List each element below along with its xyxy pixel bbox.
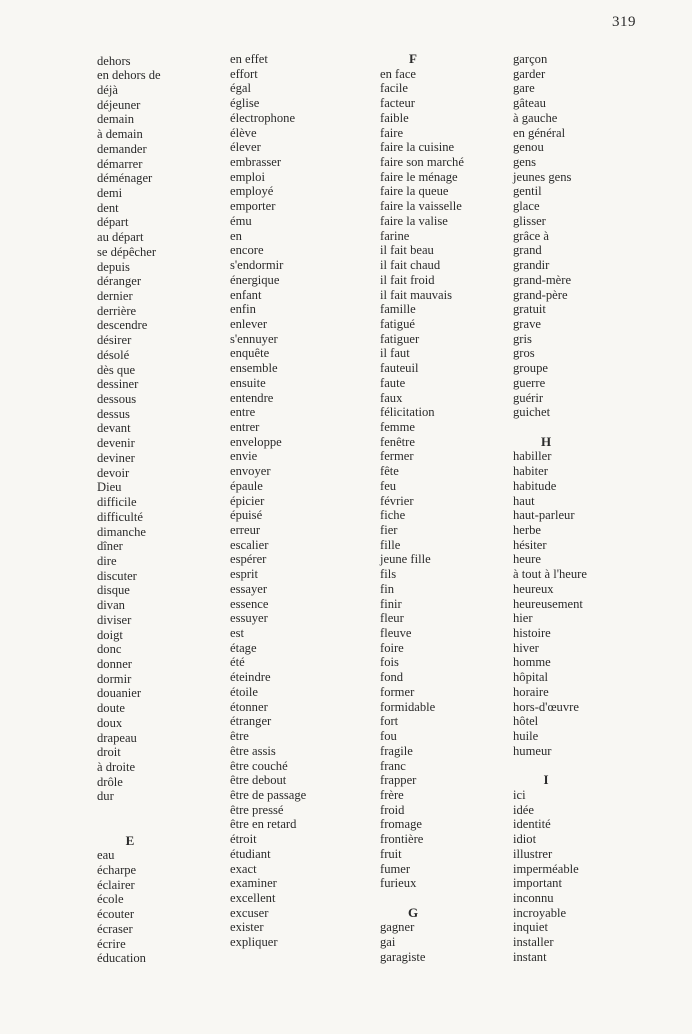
glossary-entry: douanier [97, 686, 142, 701]
glossary-entry: dur [97, 789, 114, 804]
glossary-entry: énergique [230, 272, 280, 287]
glossary-entry: demain [97, 112, 135, 127]
glossary-entry: être couché [230, 758, 288, 773]
glossary-entry: demi [97, 185, 123, 200]
glossary-entry: fragile [380, 743, 413, 758]
glossary-entry: élever [230, 140, 261, 155]
glossary-entry: enfant [230, 287, 262, 302]
glossary-entry: envie [230, 449, 258, 464]
glossary-entry: gratuit [513, 302, 546, 317]
glossary-entry: enlever [230, 316, 268, 331]
glossary-entry: excuser [230, 905, 269, 920]
glossary-entry: doux [97, 715, 123, 730]
glossary-entry: important [513, 876, 562, 891]
glossary-entry: s'endormir [230, 258, 284, 273]
glossary-entry: heureux [513, 581, 554, 596]
glossary-column-2 [230, 52, 306, 950]
glossary-entry: diviser [97, 612, 132, 627]
glossary-entry: devenir [97, 436, 135, 451]
glossary-entry: fou [380, 729, 397, 744]
glossary-entry: école [97, 892, 124, 907]
glossary-entry: heure [513, 552, 541, 567]
glossary-entry: escalier [230, 537, 269, 552]
glossary-entry: hésiter [513, 537, 547, 552]
glossary-entry: fond [380, 670, 404, 685]
glossary-entry: huile [513, 729, 539, 744]
glossary-entry: hier [513, 611, 533, 626]
section-letter-heading: I [543, 772, 549, 788]
glossary-entry: être de passage [230, 787, 307, 802]
glossary-entry: fumer [380, 861, 411, 876]
glossary-entry: ici [513, 787, 526, 802]
glossary-entry: grand-mère [513, 272, 572, 287]
glossary-entry: à droite [97, 760, 136, 774]
glossary-entry: histoire [513, 626, 551, 641]
glossary-entry: gai [380, 935, 396, 950]
glossary-entry: disque [97, 583, 130, 598]
glossary-entry: éteindre [230, 670, 271, 685]
glossary-entry: déjà [97, 82, 118, 97]
glossary-entry: être pressé [230, 802, 284, 817]
glossary-entry: au départ [97, 230, 144, 245]
glossary-entry: faire la vaisselle [380, 199, 462, 214]
glossary-entry: derrière [97, 303, 137, 318]
glossary-entry: emporter [230, 199, 276, 214]
glossary-entry: frapper [380, 773, 417, 788]
glossary-entry: emploi [230, 169, 265, 184]
glossary-entry: faire la valise [380, 213, 448, 228]
glossary-entry: genou [513, 140, 544, 155]
glossary-entry: essayer [230, 581, 268, 596]
glossary-entry: il fait froid [380, 272, 435, 287]
glossary-entry: drôle [97, 774, 123, 789]
glossary-entry: fermer [380, 449, 414, 464]
glossary-entry: épaule [230, 478, 263, 493]
glossary-entry: étranger [230, 714, 272, 729]
glossary-entry: feu [380, 478, 397, 493]
glossary-entry: déménager [97, 171, 153, 186]
glossary-entry: espérer [230, 552, 267, 567]
glossary-entry: étage [230, 640, 257, 655]
glossary-entry: depuis [97, 259, 130, 274]
glossary-entry: faire son marché [380, 155, 464, 170]
glossary-entry: guerre [513, 375, 546, 390]
glossary-entry: dîner [97, 539, 123, 554]
glossary-entry: grandir [513, 258, 550, 273]
glossary-entry: idiot [513, 832, 537, 847]
page-number: 319 [612, 14, 636, 30]
glossary-entry: envoyer [230, 464, 271, 479]
glossary-entry: écharpe [97, 863, 137, 878]
glossary-entry: effort [230, 66, 258, 81]
glossary-entry: déjeuner [97, 97, 141, 112]
glossary-entry: grâce à [513, 228, 549, 243]
glossary-entry: essence [230, 596, 269, 611]
glossary-entry: drapeau [97, 730, 137, 745]
glossary-entry: idée [513, 802, 534, 817]
glossary-entry: faire le ménage [380, 169, 458, 184]
glossary-entry: fois [380, 655, 399, 670]
glossary-entry: entrer [230, 419, 260, 434]
glossary-entry: église [230, 96, 260, 111]
glossary-entry: descendre [97, 318, 148, 333]
glossary-entry: incroyable [513, 905, 567, 920]
glossary-entry: fauteuil [380, 361, 419, 376]
glossary-entry: grave [513, 316, 541, 331]
glossary-entry: faire la queue [380, 184, 449, 199]
glossary-entry: faire la cuisine [380, 140, 455, 155]
glossary-entry: devant [97, 421, 131, 436]
glossary-entry: doute [97, 701, 125, 716]
section-letter-heading: E [125, 832, 135, 848]
glossary-entry: en général [513, 125, 566, 140]
glossary-entry: formidable [380, 699, 436, 714]
glossary-entry: dent [97, 200, 119, 215]
glossary-entry: entendre [230, 390, 274, 405]
glossary-entry: fleuve [380, 626, 412, 641]
glossary-entry: ensuite [230, 375, 266, 390]
glossary-entry: fenêtre [380, 434, 415, 449]
glossary-entry: égal [230, 81, 251, 96]
section-letter-heading: F [409, 51, 417, 66]
glossary-entry: éclairer [97, 877, 135, 892]
glossary-entry: former [380, 684, 415, 699]
glossary-entry: fin [380, 581, 394, 596]
glossary-entry: en dehors de [97, 68, 161, 83]
glossary-entry: enfin [230, 302, 256, 317]
glossary-entry: fatiguer [380, 331, 420, 346]
glossary-entry: dernier [97, 289, 133, 303]
glossary-entry: fils [380, 567, 397, 582]
glossary-entry: grand-père [513, 287, 568, 302]
glossary-entry: gare [513, 81, 535, 96]
glossary-entry: épuisé [230, 508, 263, 523]
glossary-entry: ému [230, 213, 252, 228]
glossary-entry: examiner [230, 876, 277, 891]
glossary-entry: exister [230, 920, 264, 935]
glossary-entry: hôtel [513, 714, 539, 729]
glossary-entry: employé [230, 184, 274, 199]
section-spacer [513, 420, 587, 435]
glossary-entry: doigt [97, 627, 123, 642]
glossary-entry: divan [97, 598, 125, 613]
glossary-entry: foire [380, 640, 404, 655]
glossary-entry: il fait mauvais [380, 287, 453, 302]
glossary-entry: félicitation [380, 405, 435, 420]
glossary-entry: étonner [230, 699, 268, 714]
glossary-entry: gentil [513, 184, 542, 199]
glossary-entry: froid [380, 802, 405, 817]
glossary-entry: haut-parleur [513, 508, 575, 523]
glossary-entry: ensemble [230, 361, 278, 376]
glossary-entry: jeune fille [380, 552, 431, 567]
glossary-entry: fort [380, 714, 399, 729]
glossary-entry: difficile [97, 495, 137, 510]
glossary-entry: gris [513, 331, 532, 346]
glossary-entry: frontière [380, 832, 424, 847]
glossary-entry: fromage [380, 817, 422, 832]
glossary-entry: furieux [380, 876, 417, 891]
glossary-entry: garder [513, 66, 546, 81]
glossary-entry: guichet [513, 405, 551, 420]
glossary-entry: étoile [230, 684, 258, 699]
glossary-entry: à tout à l'heure [513, 567, 587, 582]
section-letter-heading: G [407, 904, 419, 920]
glossary-entry: groupe [513, 361, 548, 376]
glossary-entry: eau [97, 848, 115, 863]
glossary-entry: franc [380, 758, 406, 773]
glossary-entry: élève [230, 125, 257, 140]
glossary-entry: s'ennuyer [230, 331, 278, 346]
glossary-entry: discuter [97, 568, 137, 583]
glossary-entry: départ [97, 215, 129, 230]
glossary-entry: haut [513, 493, 535, 508]
glossary-entry: déranger [97, 274, 142, 289]
glossary-entry: devoir [97, 465, 130, 480]
glossary-entry: se dépêcher [97, 244, 157, 259]
glossary-entry: désirer [97, 333, 132, 348]
glossary-entry: finir [380, 596, 402, 611]
glossary-entry: épicier [230, 493, 265, 508]
glossary-entry: dire [97, 553, 117, 568]
glossary-entry: instant [513, 949, 547, 964]
glossary-entry: horaire [513, 684, 549, 699]
glossary-entry: identité [513, 817, 551, 832]
glossary-entry: étudiant [230, 846, 271, 861]
glossary-entry: imperméable [513, 861, 579, 876]
glossary-entry: en [230, 228, 242, 243]
glossary-entry: jeunes gens [513, 169, 572, 184]
glossary-entry: gagner [380, 920, 415, 935]
glossary-entry: est [230, 626, 244, 641]
glossary-entry: habitude [513, 478, 557, 493]
glossary-entry: été [230, 655, 245, 670]
glossary-entry: dimanche [97, 524, 146, 539]
glossary-entry: embrasser [230, 155, 282, 170]
glossary-entry: électrophone [230, 110, 296, 125]
glossary-entry: inquiet [513, 920, 548, 935]
glossary-entry: démarrer [97, 156, 143, 171]
glossary-entry: fier [380, 523, 398, 537]
glossary-entry: facile [380, 81, 408, 96]
glossary-entry: à gauche [513, 110, 558, 125]
glossary-entry: être en retard [230, 817, 297, 832]
section-spacer [97, 804, 163, 819]
glossary-entry: il fait beau [380, 243, 434, 258]
glossary-entry: faux [380, 390, 403, 405]
glossary-entry: erreur [230, 523, 261, 537]
glossary-column-4 [513, 52, 587, 965]
glossary-entry: entre [230, 405, 256, 420]
glossary-entry: heureusement [513, 596, 583, 611]
glossary-entry: dessous [97, 392, 137, 407]
glossary-entry: habiller [513, 449, 552, 464]
glossary-entry: gens [513, 155, 537, 170]
glossary-entry: enquête [230, 346, 270, 361]
glossary-entry: gros [513, 346, 535, 361]
glossary-entry: écrire [97, 936, 126, 951]
glossary-entry: écouter [97, 907, 135, 922]
glossary-entry: février [380, 493, 414, 508]
glossary-entry: inconnu [513, 890, 554, 905]
glossary-entry: fleur [380, 611, 404, 626]
glossary-entry: éducation [97, 951, 146, 966]
glossary-entry: étroit [230, 832, 257, 847]
glossary-entry: dès que [97, 362, 136, 377]
section-spacer [97, 819, 163, 834]
glossary-entry: dessiner [97, 377, 139, 392]
glossary-entry: farine [380, 228, 410, 243]
glossary-entry: guérir [513, 390, 544, 405]
glossary-entry: difficulté [97, 509, 143, 524]
section-spacer [380, 891, 464, 906]
glossary-entry: illustrer [513, 846, 553, 861]
glossary-entry: habiter [513, 464, 548, 479]
glossary-entry: exact [230, 861, 257, 876]
glossary-entry: fiche [380, 508, 406, 523]
glossary-entry: hôpital [513, 670, 548, 685]
glossary-column-1 [97, 52, 163, 966]
section-spacer [513, 759, 587, 774]
glossary-entry: homme [513, 655, 551, 670]
glossary-entry: facteur [380, 96, 415, 111]
glossary-entry: deviner [97, 450, 135, 465]
glossary-entry: faute [380, 375, 406, 390]
glossary-entry: désolé [97, 347, 130, 362]
glossary-entry: dormir [97, 671, 132, 686]
glossary-entry: garçon [513, 52, 548, 66]
glossary-entry: humeur [513, 743, 552, 758]
glossary-entry: fille [380, 537, 401, 552]
glossary-entry: installer [513, 935, 554, 950]
section-letter-heading: H [540, 433, 552, 449]
glossary-entry: excellent [230, 890, 276, 905]
glossary-entry: fruit [380, 846, 402, 861]
glossary-entry: écraser [97, 921, 133, 936]
glossary-entry: frère [380, 787, 404, 802]
glossary-entry: expliquer [230, 935, 278, 950]
glossary-entry: en face [380, 66, 416, 81]
glossary-entry: encore [230, 243, 264, 258]
glossary-entry: grand [513, 243, 542, 258]
glossary-entry: famille [380, 302, 416, 317]
glossary-entry: glace [513, 199, 540, 214]
glossary-entry: fête [380, 464, 399, 479]
glossary-entry: fatigué [380, 316, 415, 331]
glossary-entry: être assis [230, 743, 276, 758]
glossary-entry: faible [380, 110, 409, 125]
glossary-column-3 [380, 52, 464, 965]
glossary-entry: demander [97, 141, 147, 156]
glossary-entry: gâteau [513, 96, 546, 111]
glossary-entry: hors-d'œuvre [513, 699, 579, 714]
glossary-entry: faire [380, 125, 404, 140]
glossary-entry: il fait chaud [380, 258, 441, 273]
glossary-entry: il faut [380, 346, 410, 361]
glossary-entry: donner [97, 656, 132, 671]
glossary-entry: garagiste [380, 949, 426, 964]
glossary-entry: dehors [97, 53, 131, 68]
glossary-entry: hiver [513, 640, 539, 655]
glossary-entry: dessus [97, 406, 130, 421]
glossary-entry: enveloppe [230, 434, 282, 449]
glossary-entry: Dieu [97, 480, 122, 495]
glossary-entry: donc [97, 642, 122, 657]
glossary-entry: droit [97, 745, 121, 760]
glossary-entry: être [230, 729, 249, 744]
glossary-entry: essuyer [230, 611, 268, 626]
glossary-entry: herbe [513, 523, 541, 537]
glossary-entry: à demain [97, 127, 143, 142]
glossary-entry: glisser [513, 213, 546, 228]
glossary-entry: femme [380, 419, 415, 434]
glossary-entry: en effet [230, 52, 268, 66]
glossary-entry: être debout [230, 773, 287, 788]
glossary-entry: esprit [230, 567, 258, 582]
